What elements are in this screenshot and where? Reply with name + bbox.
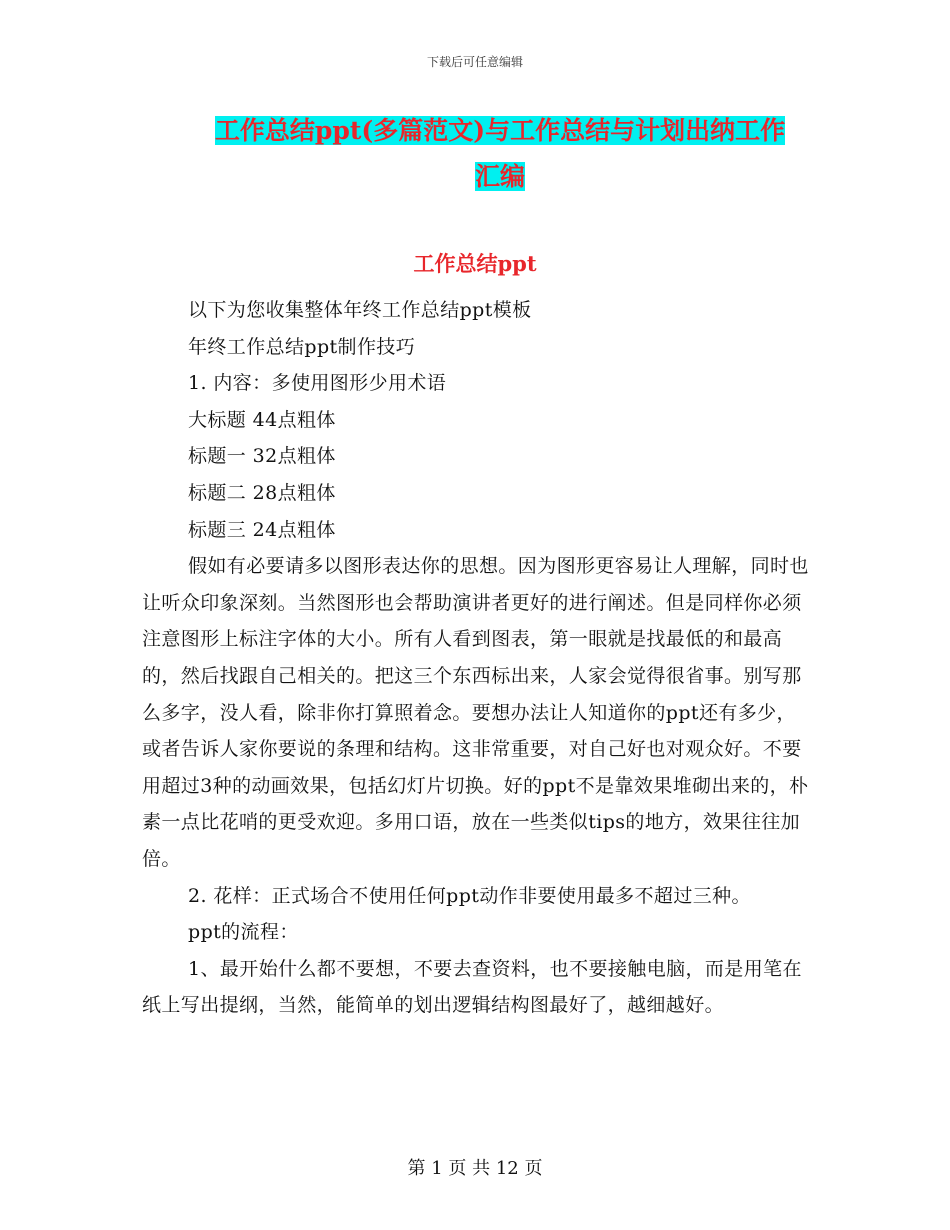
document-title-line-1: 工作总结ppt(多篇范文)与工作总结与计划出纳工作 — [214, 116, 786, 145]
step-1: 1、最开始什么都不要想，不要去查资料，也不要接触电脑，而是用笔在纸上写出提纲，当然，能简单的划出逻辑结构图最好了，越细越好。 — [142, 957, 802, 1017]
document-title-line-2: 汇编 — [474, 162, 525, 191]
page-footer: 第 1 页 共 12 页 — [407, 1158, 543, 1179]
tips-heading: 年终工作总结ppt制作技巧 — [188, 335, 416, 358]
document-body — [142, 292, 810, 1024]
font-size-item: 标题二 28点粗体 — [188, 481, 336, 504]
flow-label: ppt的流程： — [188, 921, 299, 944]
intro-line: 以下为您收集整体年终工作总结ppt模板 — [188, 299, 532, 321]
document-title — [140, 108, 860, 200]
point-2: 2. 花样：正式场合不使用任何ppt动作非要使用最多不超过三种。 — [188, 884, 751, 907]
section-title: 工作总结ppt — [413, 251, 537, 276]
graphics-paragraph: 假如有必要请多以图形表达你的思想。因为图形更容易让人理解，同时也让听众印象深刻。当然图形也会帮助演讲者更好的进行阐述。但是同样你必须注意图形上标注字体的大小。所有人看到图表，第一眼就是找最低的和最高的，然后找跟自己相关的。把这三个东西标出来，人家会觉得很省事。别写那么多字，没人看，除非你打算照着念。要想办法让人知道你的ppt还有多少，或者告诉人家你要说的条理和结构。这非常重要，对自己好也对观众好。不要用超过3种的动画效果，包括幻灯片切换。好的ppt不是靠效果堆砌出来的，朴素一点比花哨的更受欢迎。多用口语，放在一些类似tips的地方，效果往往加倍。 — [142, 555, 809, 870]
font-size-item: 大标题 44点粗体 — [188, 408, 336, 431]
point-1: 1. 内容：多使用图形少用术语 — [188, 372, 447, 395]
font-size-item: 标题三 24点粗体 — [188, 518, 336, 541]
header-note: 下载后可任意编辑 — [426, 55, 523, 69]
font-size-item: 标题一 32点粗体 — [188, 445, 336, 468]
